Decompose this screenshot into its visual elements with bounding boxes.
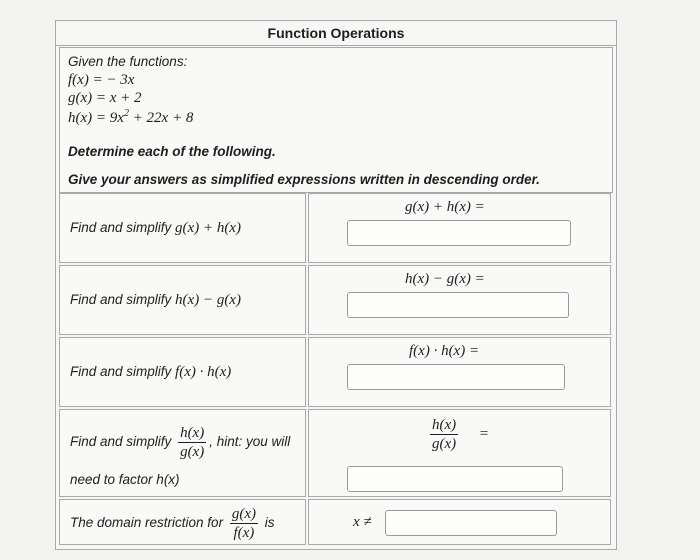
answer-label-2: h(x) − g(x) = [405,271,485,287]
h-definition-lhs: h(x) = 9x [68,110,124,126]
question-cell-1 [59,193,306,263]
h-definition-exponent: 2 [123,108,129,119]
answer-input-2[interactable] [347,292,569,318]
question-prompt-after-5: is [264,515,275,531]
question-fraction-5 [230,505,258,542]
answer-input-4[interactable] [347,466,563,492]
instruction-format: Give your answers as simplified expressions written in descending order. [68,172,540,187]
instruction-determine: Determine each of the following. [68,144,276,159]
answer-input-3[interactable] [347,364,565,390]
answer-label-3: f(x) · h(x) = [409,343,480,359]
question-prompt-math-1: g(x) + h(x) [175,220,241,236]
f-definition: f(x) = − 3x [68,72,135,88]
answer-fraction-denominator-4: g(x) [432,436,457,452]
answer-cell-1 [308,193,611,263]
given-intro: Given the functions: [68,54,188,69]
question-cell-4 [59,409,306,497]
answer-label-1: g(x) + h(x) = [405,199,485,215]
question-fraction-numerator-5: g(x) [231,506,256,522]
worksheet [55,20,617,550]
question-fraction-denominator-5: f(x) [233,525,255,541]
answer-input-1[interactable] [347,220,571,246]
question-prompt-text-3: Find and simplify [70,364,176,379]
answer-cell-3 [308,337,611,407]
answer-label-5: x ≠ [353,514,372,530]
question-prompt-after-4: , hint: you will [209,434,291,450]
question-prompt-1 [70,220,241,237]
question-cell-2 [59,265,306,335]
given-functions-panel [59,47,613,193]
answer-fraction-4 [430,416,458,453]
answer-label-4 [427,416,489,453]
h-definition [68,108,193,127]
question-prompt-text-5: The domain restriction for [70,515,224,531]
question-prompt-4 [70,424,290,461]
answer-fraction-numerator-4: h(x) [432,417,457,433]
question-prompt-2 [70,292,241,309]
h-definition-rhs: + 22x + 8 [128,110,194,126]
question-fraction-4 [178,424,206,461]
answer-cell-4 [308,409,611,497]
question-prompt-text-4: Find and simplify [70,434,172,450]
answer-equals-4: = [478,425,490,442]
g-definition: g(x) = x + 2 [68,90,142,106]
page-title: Function Operations [56,21,616,46]
question-fraction-denominator-4: g(x) [180,444,205,460]
question-prompt-math-3: f(x) · h(x) [175,364,232,380]
question-cell-3 [59,337,306,407]
answer-cell-5 [308,499,611,545]
question-prompt-text-2: Find and simplify [70,292,176,307]
question-prompt-3 [70,364,231,381]
question-prompt-math-2: h(x) − g(x) [175,292,241,308]
question-prompt-line2-4: need to factor h(x) [70,472,180,487]
question-prompt-5 [70,505,275,542]
question-cell-5 [59,499,306,545]
question-prompt-text-1: Find and simplify [70,220,176,235]
question-fraction-numerator-4: h(x) [180,425,205,441]
answer-input-5[interactable] [385,510,557,536]
answer-cell-2 [308,265,611,335]
